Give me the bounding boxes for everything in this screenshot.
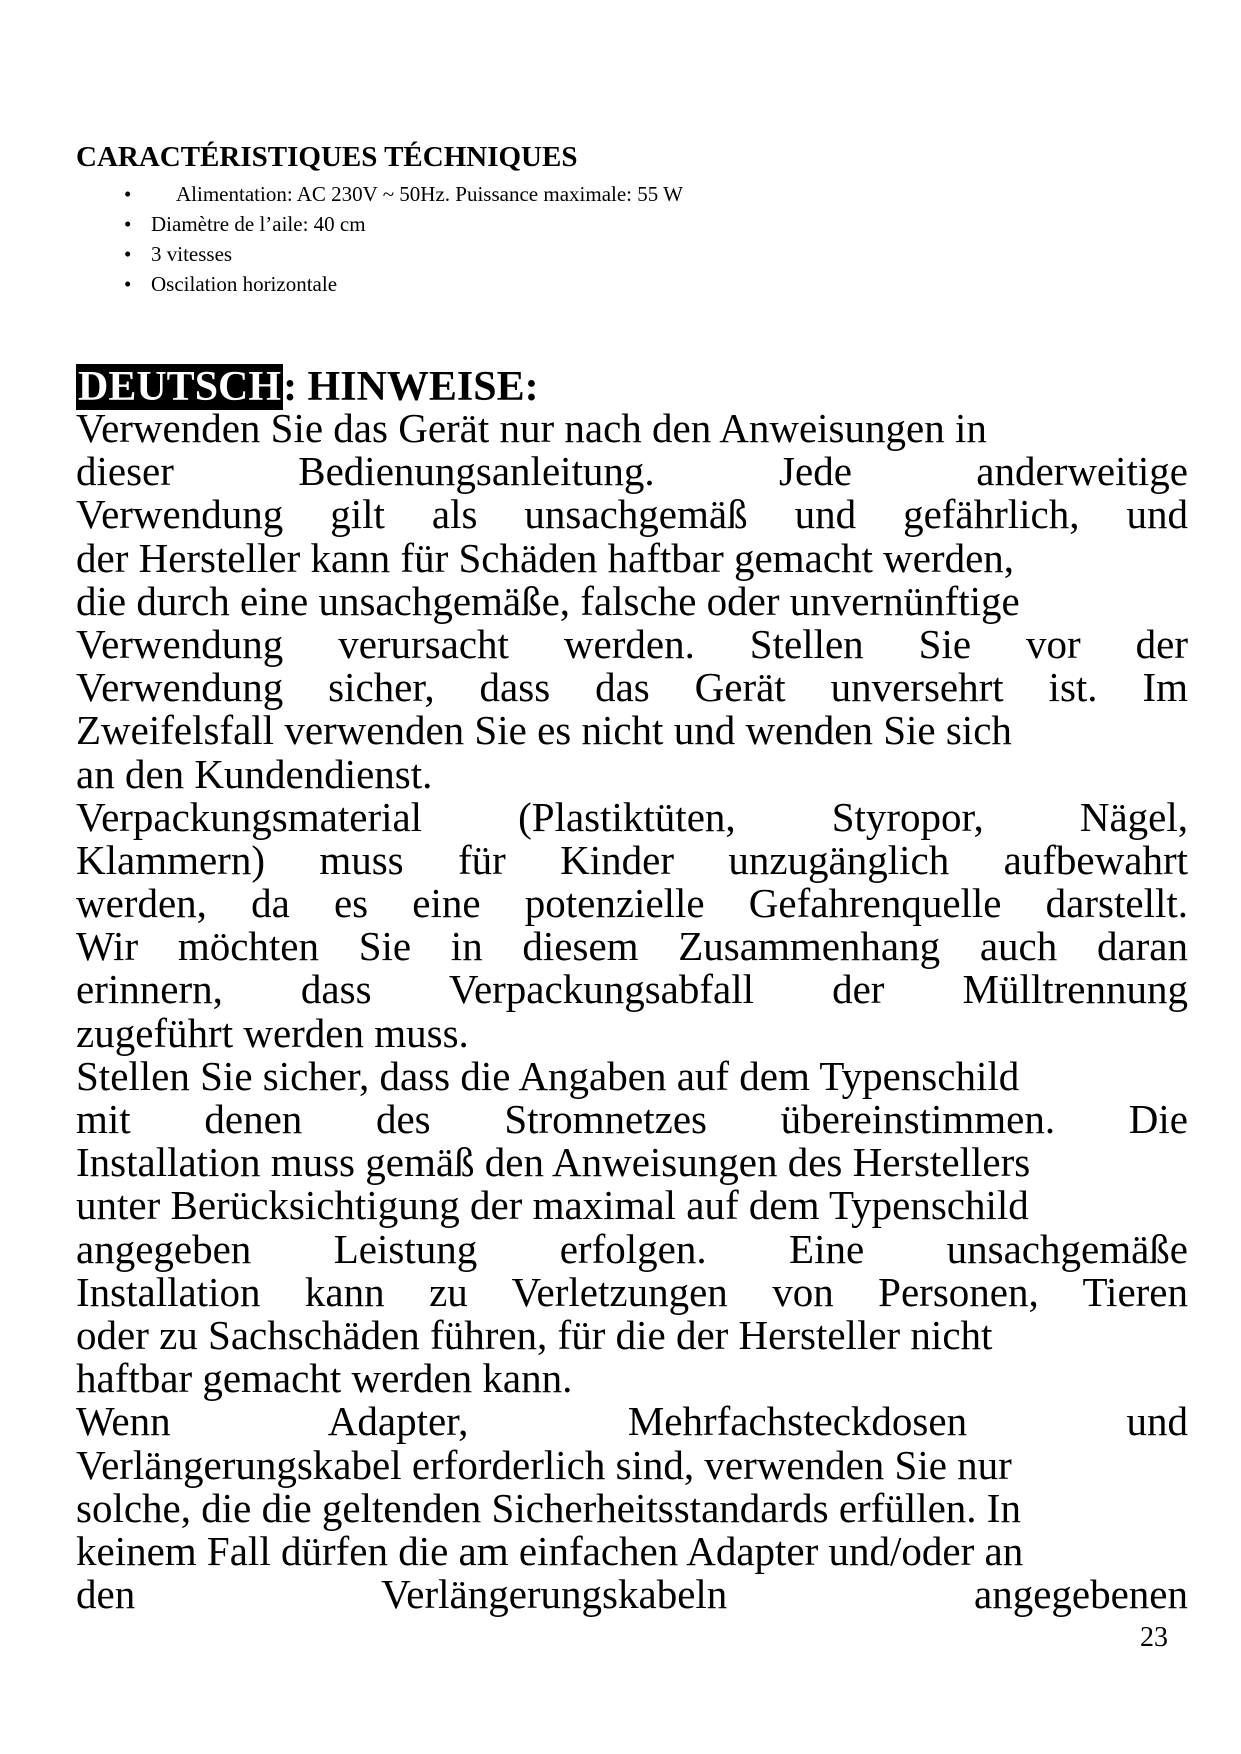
body-line: Klammern) muss für Kinder unzugänglich aufbewahrt bbox=[76, 836, 1188, 883]
body-line: keinem Fall dürfen die am einfachen Adapter und/oder an bbox=[76, 1527, 1024, 1574]
body-line: oder zu Sachschäden führen, für die der Hersteller nicht bbox=[76, 1311, 993, 1358]
body-line: Verwendung sicher, dass das Gerät unversehrt ist. Im bbox=[76, 664, 1188, 711]
body-line: erinnern, dass Verpackungsabfall der Mülltrennung bbox=[76, 966, 1188, 1013]
instructions-body bbox=[76, 407, 1188, 1616]
body-line: werden, da es eine potenzielle Gefahrenquelle darstellt. bbox=[76, 880, 1188, 927]
list-item-text: 3 vitesses bbox=[151, 242, 233, 266]
bullet-icon: • bbox=[124, 242, 132, 266]
body-line: solche, die die geltenden Sicherheitsstandards erfüllen. In bbox=[76, 1484, 1021, 1531]
body-line: haftbar gemacht werden kann. bbox=[76, 1355, 573, 1402]
body-line: die durch eine unsachgemäße, falsche oder unvernünftige bbox=[76, 577, 1020, 624]
body-line: den Verlängerungskabeln angegebenen bbox=[76, 1571, 1188, 1618]
list-item-text: Oscilation horizontale bbox=[151, 272, 338, 296]
body-line: mit denen des Stromnetzes übereinstimmen. Die bbox=[76, 1096, 1188, 1142]
body-line: angegeben Leistung erfolgen. Eine unsachgemäße bbox=[76, 1225, 1188, 1272]
body-line: Verwendung verursacht werden. Stellen Sie vor der bbox=[76, 620, 1188, 667]
bullet-icon: • bbox=[124, 182, 132, 206]
body-line: Verlängerungskabel erforderlich sind, verwenden Sie nur bbox=[76, 1441, 1012, 1488]
section-heading bbox=[76, 366, 539, 408]
body-line: Installation kann zu Verletzungen von Personen, Tieren bbox=[76, 1268, 1188, 1315]
list-item-text: Diamètre de l’aile: 40 cm bbox=[151, 212, 366, 236]
body-line: Verwendung gilt als unsachgemäß und gefährlich, und bbox=[76, 491, 1188, 538]
bullet-icon: • bbox=[124, 272, 132, 296]
body-line: zugeführt werden muss. bbox=[76, 1009, 469, 1056]
body-line: Wir möchten Sie in diesem Zusammenhang auch daran bbox=[76, 923, 1188, 970]
section-title: : HINWEISE: bbox=[283, 364, 539, 410]
body-line: Verpackungsmaterial (Plastiktüten, Styropor, Nägel, bbox=[76, 793, 1188, 840]
bullet-icon: • bbox=[124, 212, 132, 236]
tech-specs-title: CARACTÉRISTIQUES TÉCHNIQUES bbox=[76, 141, 578, 173]
body-line: Zweifelsfall verwenden Sie es nicht und wenden Sie sich bbox=[76, 707, 1012, 754]
language-label: DEUTSCH bbox=[78, 364, 282, 410]
body-line: der Hersteller kann für Schäden haftbar gemacht werden, bbox=[76, 534, 1015, 581]
body-line: unter Berücksichtigung der maximal auf dem Typenschild bbox=[76, 1182, 1029, 1229]
body-line: an den Kundendienst. bbox=[76, 750, 433, 797]
body-line: Verwenden Sie das Gerät nur nach den Anweisungen in bbox=[76, 405, 987, 451]
body-line: Stellen Sie sicher, dass die Angaben auf dem Typenschild bbox=[76, 1052, 1020, 1099]
body-line: Installation muss gemäß den Anweisungen des Herstellers bbox=[76, 1139, 1031, 1186]
page-number: 23 bbox=[1140, 1622, 1168, 1653]
body-line: dieser Bedienungsanleitung. Jede anderweitige bbox=[76, 448, 1188, 495]
list-item-text: Alimentation: AC 230V ~ 50Hz. Puissance maximale: 55 W bbox=[176, 182, 683, 206]
body-line: Wenn Adapter, Mehrfachsteckdosen und bbox=[76, 1398, 1188, 1445]
